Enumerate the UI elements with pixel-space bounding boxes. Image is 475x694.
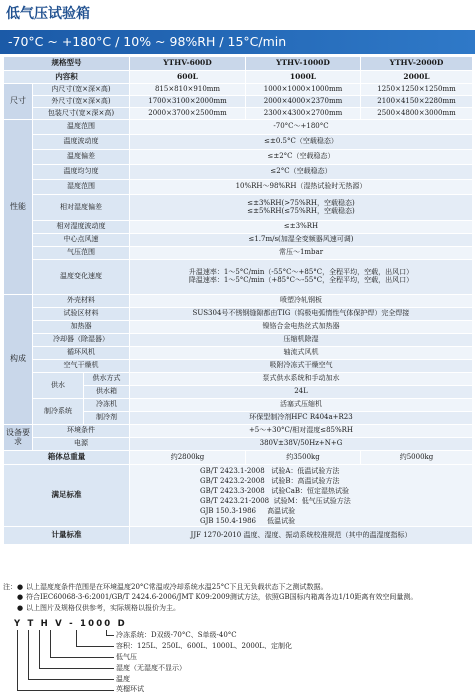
volume-value: 600L <box>130 71 246 84</box>
metrology-value: JJF 1270-2010 温度、湿度、振动系统校准规范（其中的温湿度指标） <box>130 527 473 545</box>
metrology-row <box>4 527 473 545</box>
performance-value: ≤±3%RH <box>130 221 473 234</box>
volume-value: 2000L <box>361 71 473 84</box>
performance-category: 性能 <box>4 120 33 295</box>
code-label: 容积：125L、250L、600L、1000L、2000L、定制化 <box>116 642 292 650</box>
construction-row <box>4 308 473 321</box>
notes <box>3 582 473 613</box>
standard-line: GB/T 2423.2-2008 试验B：高温试验方法 <box>200 476 340 485</box>
weight-row <box>4 451 473 465</box>
performance-value: ≤±2°C（空载稳态） <box>130 150 473 165</box>
construction-label: 供水箱 <box>84 386 130 399</box>
page-title: 低气压试验箱 <box>6 6 90 22</box>
volume-label: 内容积 <box>4 71 130 84</box>
leader-line <box>39 630 40 668</box>
construction-value: 镍铬合金电热丝式加热器 <box>130 321 473 334</box>
note-text: 符合IEC60068-3-6:2001/GB/T 2424.6-2006/JMT K09:2009测试方法，依照GB国标内箱离各边1/10距离有效空间量测。 <box>26 593 418 602</box>
performance-row <box>4 120 473 135</box>
size-value: 2500×4800×3000mm <box>361 108 473 120</box>
spec-table <box>3 56 473 545</box>
construction-label: 冷冻机 <box>84 399 130 412</box>
standard-line: GB/T 2423.21-2008 试验M：低气压试验方法 <box>200 496 351 505</box>
facility-category: 设备要求 <box>4 425 33 451</box>
construction-value: 活塞式压缩机 <box>130 399 473 412</box>
note-text: 以上湿度度条件范围是在环境温度20°C常温或冷却系统水温25°C下且无负载状态下之测试数据。 <box>26 583 328 591</box>
code-label: 英榴环试 <box>116 685 144 693</box>
leader-line <box>50 630 51 657</box>
performance-row <box>4 234 473 247</box>
performance-value <box>130 195 473 221</box>
construction-label: 冷却器（除湿器） <box>33 334 130 347</box>
leader-line <box>17 630 18 690</box>
performance-value: -70°C～+180°C <box>130 120 473 135</box>
performance-label: 温度范围 <box>33 120 130 135</box>
header-label: 规格型号 <box>4 57 130 71</box>
construction-value: 压缩机除湿 <box>130 334 473 347</box>
performance-label: 温度偏差 <box>33 150 130 165</box>
construction-label: 加热器 <box>33 321 130 334</box>
performance-row <box>4 221 473 234</box>
note-line <box>3 592 473 602</box>
performance-row <box>4 135 473 150</box>
performance-label: 相对湿度偏差 <box>33 195 130 221</box>
construction-row <box>4 347 473 360</box>
facility-value: 380V±38V/50Hz+N+G <box>130 438 473 451</box>
model-code: Y T H V - 1000 D <box>14 619 127 629</box>
code-label: 冷冻系统：D双级-70°C、S单级-40°C <box>116 631 237 639</box>
performance-label: 气压范围 <box>33 247 130 260</box>
performance-value: ≤±0.5°C（空载稳态） <box>130 135 473 150</box>
value-line: 升温速率：1～5°C/min（-55°C～+85°C，全程平均，空载，出风口） <box>188 268 414 277</box>
performance-label: 湿度范围 <box>33 180 130 195</box>
size-row-label: 内尺寸(宽×深×高) <box>33 84 130 96</box>
performance-label: 中心点风速 <box>33 234 130 247</box>
construction-label: 外壳材料 <box>33 295 130 308</box>
performance-row <box>4 180 473 195</box>
construction-label: 试验区材料 <box>33 308 130 321</box>
performance-value <box>130 260 473 295</box>
performance-row <box>4 165 473 180</box>
size-value: 2000×4000×2370mm <box>246 96 361 108</box>
size-category: 尺寸 <box>4 84 33 120</box>
construction-row <box>4 373 473 386</box>
refrig-group-label: 制冷系统 <box>33 399 84 425</box>
standard-line: GB/T 2423.1-2008 试验A：低温试验方法 <box>200 466 340 475</box>
construction-row <box>4 399 473 412</box>
construction-label: 制冷剂 <box>84 412 130 425</box>
performance-label: 温度均匀度 <box>33 165 130 180</box>
bullet-icon: ● <box>17 593 24 602</box>
facility-value: +5～+30°C/相对湿度≤85%RH <box>130 425 473 438</box>
size-row <box>4 84 473 96</box>
leader-line <box>76 630 77 646</box>
construction-value: SUS304号不锈钢缝隙都由TIG（钨极电弧惰性气体保护焊）完全焊接 <box>130 308 473 321</box>
performance-value: ≤2°C（空载稳态） <box>130 165 473 180</box>
header-row <box>4 57 473 71</box>
size-value: 2100×4150×2280mm <box>361 96 473 108</box>
size-value: 815×810×910mm <box>130 84 246 96</box>
standard-line: GJB 150.4-1986 低温试验 <box>200 516 296 525</box>
facility-row <box>4 438 473 451</box>
standards-row <box>4 465 473 527</box>
weight-value: 约3500kg <box>246 451 361 465</box>
code-label: 湿度（无湿度不显示） <box>116 664 186 672</box>
water-group-label: 供水 <box>33 373 84 399</box>
performance-label: 温度变化速度 <box>33 260 130 295</box>
standards-label: 满足标准 <box>4 465 130 527</box>
model-code-diagram <box>14 619 314 691</box>
size-row <box>4 108 473 120</box>
construction-label: 空气干燥机 <box>33 360 130 373</box>
construction-label: 供水方式 <box>84 373 130 386</box>
weight-value: 约2800kg <box>130 451 246 465</box>
facility-label: 电源 <box>33 438 130 451</box>
size-row-label: 包装尺寸(宽×深×高) <box>33 108 130 120</box>
bullet-icon: ● <box>17 583 24 591</box>
size-row-label: 外尺寸(宽×深×高) <box>33 96 130 108</box>
size-row <box>4 96 473 108</box>
performance-value: ≤1.7m/s(加湿全变频器风速可调) <box>130 234 473 247</box>
note-text: 以上图片及规格仅供参考，实际规格以报价为主。 <box>26 603 180 612</box>
construction-label: 循环风机 <box>33 347 130 360</box>
construction-value: 环保型制冷剂HFC R404a+R23 <box>130 412 473 425</box>
size-value: 1700×3100×2000mm <box>130 96 246 108</box>
leader-line <box>39 668 114 669</box>
construction-value: 轴流式风机 <box>130 347 473 360</box>
note-line <box>3 582 473 592</box>
volume-value: 1000L <box>246 71 361 84</box>
construction-row <box>4 360 473 373</box>
model-name: YTHV-1000D <box>246 57 361 71</box>
leader-line <box>28 679 114 680</box>
code-label: 温度 <box>116 675 130 683</box>
bullet-icon: ● <box>17 603 24 612</box>
construction-row <box>4 334 473 347</box>
value-line: ≤±5%RH(≤75%RH，空载稳态) <box>247 206 355 215</box>
construction-value: 泵式供水系统和手动加水 <box>130 373 473 386</box>
note-line <box>3 603 473 613</box>
value-line: ≤±3%RH(>75%RH，空载稳态) <box>247 198 355 207</box>
standard-line: GB/T 2423.3-2008 试验CaB：恒定湿热试验 <box>200 486 350 495</box>
leader-line <box>28 630 29 679</box>
facility-row <box>4 425 473 438</box>
performance-label: 温度波动度 <box>33 135 130 150</box>
size-value: 1000×1000×1000mm <box>246 84 361 96</box>
leader-line <box>50 657 114 658</box>
standard-line: GJB 150.3-1986 高温试验 <box>200 506 296 515</box>
code-label: 低气压 <box>116 653 137 661</box>
leader-line <box>17 690 114 691</box>
construction-category: 构成 <box>4 295 33 425</box>
standards-list <box>130 465 473 527</box>
leader-line <box>76 646 114 647</box>
construction-row <box>4 321 473 334</box>
notes-prefix: 注： <box>3 583 17 591</box>
model-name: YTHV-600D <box>130 57 246 71</box>
performance-label: 相对湿度波动度 <box>33 221 130 234</box>
performance-row <box>4 195 473 221</box>
size-value: 2000×3700×2500mm <box>130 108 246 120</box>
weight-value: 约5000kg <box>361 451 473 465</box>
facility-label: 环境条件 <box>33 425 130 438</box>
performance-row <box>4 247 473 260</box>
volume-row <box>4 71 473 84</box>
construction-value: 喷塑冷轧钢板 <box>130 295 473 308</box>
size-value: 1250×1250×1250mm <box>361 84 473 96</box>
construction-value: 吸附冷冻式干燥空气 <box>130 360 473 373</box>
weight-label: 箱体总重量 <box>4 451 130 465</box>
performance-value: 常压～1mbar <box>130 247 473 260</box>
construction-value: 24L <box>130 386 473 399</box>
leader-line <box>106 635 114 636</box>
performance-value: 10%RH～98%RH（湿热试验时无热源） <box>130 180 473 195</box>
size-value: 2300×4300×2700mm <box>246 108 361 120</box>
performance-row <box>4 150 473 165</box>
performance-row <box>4 260 473 295</box>
construction-row <box>4 295 473 308</box>
value-line: 降温速率：1～5°C/min（+85°C～-55°C，全程平均，空载，出风口） <box>188 276 414 284</box>
spec-banner: -70°C ~ +180°C / 10% ~ 98%RH / 15°C/min <box>0 30 475 54</box>
model-name: YTHV-2000D <box>361 57 473 71</box>
metrology-label: 计量标准 <box>4 527 130 545</box>
